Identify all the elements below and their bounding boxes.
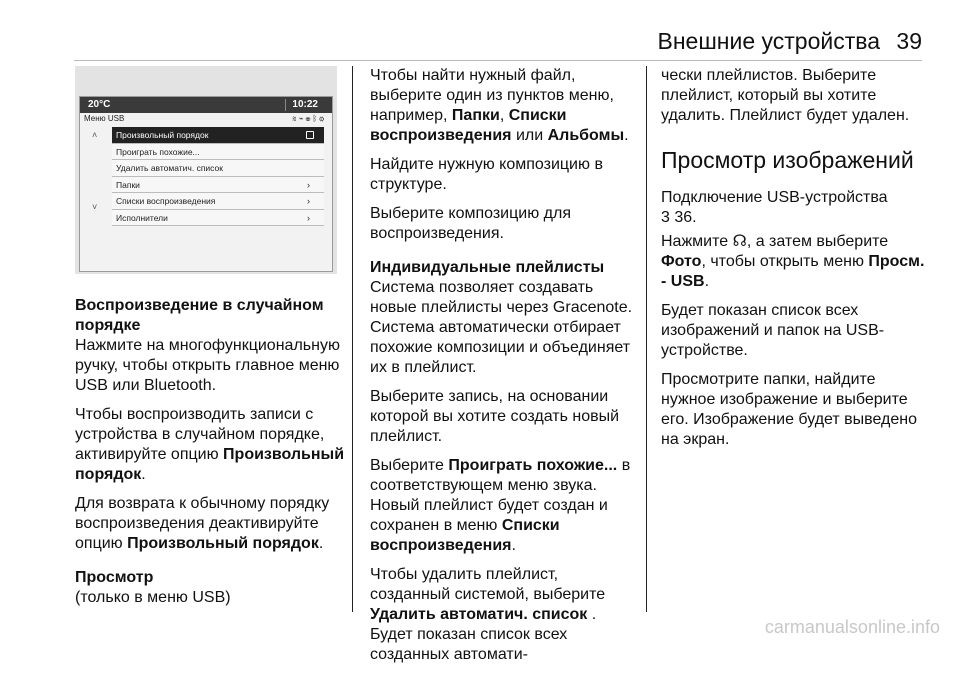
checkbox-icon xyxy=(306,131,314,139)
status-icons xyxy=(292,114,326,123)
screen-status-bar xyxy=(80,97,332,113)
menu-option: Проиграть похожие... xyxy=(448,457,618,474)
menu-option: Папки xyxy=(451,107,500,124)
section-heading: Индивидуальные плейлисты xyxy=(370,259,605,276)
header-title: Внешние устройства xyxy=(657,28,880,54)
chevron-right-icon: › xyxy=(307,179,310,190)
column-2 xyxy=(370,66,638,674)
text: . xyxy=(704,273,710,290)
paragraph xyxy=(370,565,638,665)
temperature: 20°C xyxy=(88,99,111,110)
menu-option: Удалить автоматич. список xyxy=(370,606,588,623)
text: . Будет показан список всех созданных автомати- xyxy=(370,606,597,663)
paragraph: Выберите запись, на основании которой вы хотите создать новый плейлист. xyxy=(370,388,620,445)
text: Нажмите xyxy=(661,233,733,250)
menu-option: Просм. - USB xyxy=(661,253,925,290)
screen-menu-item-label: Папки xyxy=(116,179,140,190)
text: Подключение USB-устройства xyxy=(661,189,888,206)
chevron-right-icon: › xyxy=(307,212,310,223)
usb-icon: ⌁ xyxy=(298,114,306,123)
status-separator xyxy=(285,99,286,111)
text: Чтобы найти нужный файл, выберите один из пунктов меню, например, xyxy=(370,67,614,124)
menu-option: Произвольный порядок xyxy=(127,535,319,552)
text: , а затем выберите xyxy=(746,233,889,250)
section-heading: Просмотр xyxy=(75,569,154,586)
menu-option: Фото xyxy=(661,253,702,270)
settings-icon: ⚙ xyxy=(319,114,326,123)
text: Чтобы удалить плейлист, созданный системой, выберите xyxy=(370,566,606,603)
menu-option: Произвольный порядок xyxy=(75,446,345,483)
paragraph xyxy=(75,405,345,485)
paragraph xyxy=(370,456,638,556)
page-reference: 3 36. xyxy=(661,209,697,226)
screen-menu-item[interactable] xyxy=(112,160,324,177)
scroll-down-icon: ˅ xyxy=(92,202,98,212)
paragraph xyxy=(661,232,931,292)
paragraph: Выберите композицию для воспроизведения. xyxy=(370,205,571,242)
text: Для возврата к обычному порядку воспроизведения деактивируйте опцию xyxy=(75,495,330,552)
text: . xyxy=(511,537,516,554)
paragraph xyxy=(75,494,345,554)
screen-menu-item[interactable] xyxy=(112,193,324,210)
screen-menu-list xyxy=(112,127,324,226)
column-divider xyxy=(646,66,647,612)
column-3 xyxy=(661,66,931,459)
paragraph xyxy=(370,66,638,146)
clock: 10:22 xyxy=(292,99,318,110)
screen-menu-title: Меню USB xyxy=(84,114,125,123)
text: . xyxy=(318,535,324,552)
menu-option: Списки воспроизведения xyxy=(370,107,567,144)
scroll-up-icon: ˄ xyxy=(92,130,98,140)
section-title: Просмотр изображений xyxy=(661,147,914,173)
paragraph: Найдите нужную композицию в структуре. xyxy=(370,156,603,193)
screen-menu-item[interactable] xyxy=(112,177,324,194)
text: Выберите xyxy=(370,457,449,474)
header-rule xyxy=(74,60,922,61)
paragraph: Нажмите на многофункциональную ручку, чтобы открыть главное меню USB или Bluetooth. xyxy=(75,337,340,394)
wifi-icon: ≋ xyxy=(291,114,299,123)
paragraph: (только в меню USB) xyxy=(75,589,231,606)
text: , xyxy=(499,107,509,124)
chevron-right-icon: › xyxy=(307,196,310,206)
section-heading: Воспроизведение в случайном порядке xyxy=(75,297,324,334)
page-header xyxy=(0,22,960,62)
screen-menu-item-label: Проиграть похожие... xyxy=(116,146,200,157)
screen-menu-item[interactable] xyxy=(112,127,324,144)
screen-menu-item[interactable] xyxy=(112,210,324,227)
column-1 xyxy=(75,296,345,617)
screen-menu-item-label: Исполнители xyxy=(116,212,168,223)
text: или xyxy=(511,127,548,144)
screen-menu-item[interactable] xyxy=(112,144,324,161)
home-icon: ☊ xyxy=(732,233,747,250)
text: в соответствующем меню звука. Новый плейлист будет создан и сохранен в меню xyxy=(370,457,631,534)
paragraph: чески плейлистов. Выберите плейлист, который вы хотите удалить. Плейлист будет удален. xyxy=(661,67,910,124)
paragraph: Просмотрите папки, найдите нужное изображение и выберите его. Изображение будет выведено на экран. xyxy=(661,371,917,448)
infotainment-screen xyxy=(79,96,333,272)
screen-menu-item-label: Списки воспроизведения xyxy=(116,196,216,206)
paragraph: Система позволяет создавать новые плейлисты через Gracenote. Система автоматически отбирает похожие композиции и объединяет их в плейлист. xyxy=(370,279,633,376)
menu-option: Списки воспроизведения xyxy=(370,517,560,554)
page-number: 39 xyxy=(896,28,922,54)
text: , чтобы открыть меню xyxy=(701,253,869,270)
paragraph xyxy=(661,188,931,228)
text: . xyxy=(141,466,146,483)
paragraph: Будет показан список всех изображений и папок на USB-устройстве. xyxy=(661,302,885,359)
text: . xyxy=(624,127,629,144)
menu-option: Альбомы xyxy=(547,127,625,144)
screen-menu-item-label: Удалить автоматич. список xyxy=(116,163,223,173)
bluetooth-icon: ᛒ xyxy=(312,114,320,123)
screen-illustration xyxy=(75,66,337,274)
text: Чтобы воспроизводить записи с устройства в случайном порядке, активируйте опцию xyxy=(75,406,325,463)
column-divider xyxy=(352,66,353,612)
watermark: carmanualsonline.info xyxy=(764,617,940,637)
phone-icon: ☏ xyxy=(305,114,313,123)
scroll-arrows xyxy=(92,129,97,213)
screen-menu-item-label: Произвольный порядок xyxy=(116,130,209,140)
